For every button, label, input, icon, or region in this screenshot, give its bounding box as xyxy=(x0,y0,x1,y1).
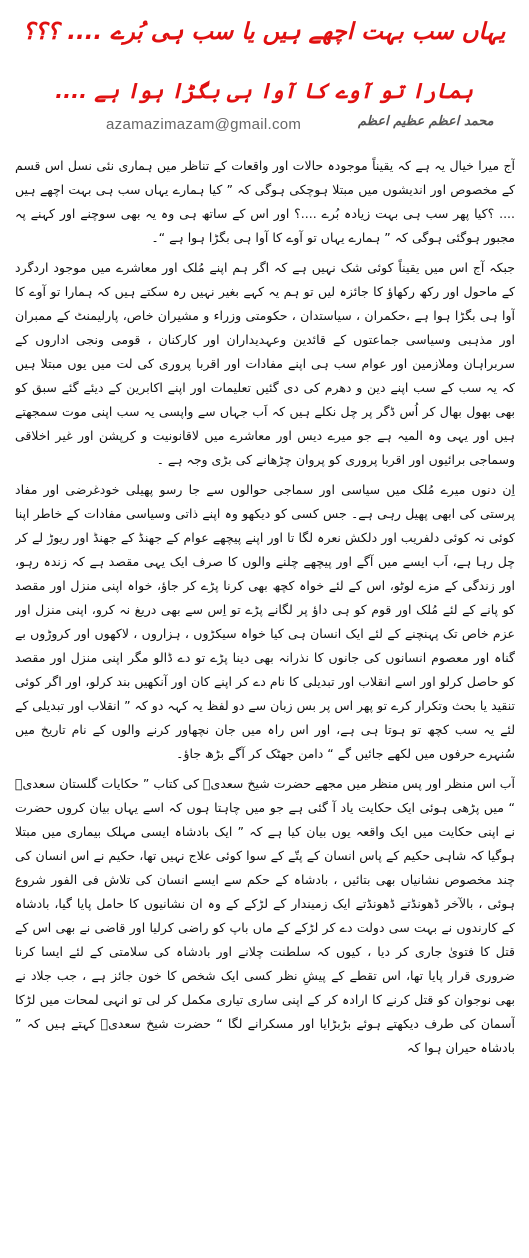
article-body xyxy=(15,154,515,1252)
paragraph: اِن دنوں میرے مُلک میں سیاسی اور سماجی حوالوں سے جا رسو پھیلی خودغرضی اور مفاد پرستی کی ابھی پھیل رہی ہے۔ جس کسی کو دیکھو وہ اپنے ذاتی وسیاسی مفادات کے خاطر اپنا کوئی نہ کوئی دلفریب اور دلکش نعرہ لگا تا اور اپنے پیچھے عوام کے جھنڈ کے جھنڈ اور ریوڑ لے کر چل رہا ہے، اَب ایسے میں آگے اور پیچھے چلنے والوں کا صرف ایک یہی مقصد ہے کہ زندہ رہو، اور زندگی کے مزے لوٹو، اس کے لئے خواہ کچھ بھی کرنا پڑے کر جاؤ، خواہ اپنی منزل اور مقصد کو پانے کے لئے مُلک اور قوم کو ہی داؤ پر لگانے پڑے تو اِس سے بھی دریغ نہ کرو، اپنی منزل اور عزم خاص تک پہنچنے کے لئے ایک انسان ہی کیا خواہ سیکڑوں ، ہزاروں ، لاکھوں اور کروڑوں بے گناہ اور معصوم انسانوں کی جانوں کا نذرانہ بھی دینا پڑے تو دے ڈالو مگر اپنی منزل اور مقصد کو حاصل کرلو اور اسے انقلاب اور تبدیلی کا نام دے کر اپنے کان اور آنکھیں بند کرلو، اور اگر کوئی تنقید یا بحث وتکرار کرے تو پھر اس پر بس زبان سے دو لفظ یہ کہہ دو کہ ” انقلاب اور تبدیلی کے لئے یہ سب کچھ تو ہوتا ہی ہے، اور اس راہ میں جان نچھاور کرنے والوں کے نام تاریخ میں سُنہرے حرفوں میں لکھے جائیں گے “ دامن جھٹک کر آگے بڑھ جاؤ۔ xyxy=(15,482,515,761)
article-subtitle: ہمارا تو آوے کا آوا ہی بگڑا ہوا ہے .... xyxy=(55,79,473,103)
article-title: یہاں سب بہت اچھے ہیں یا سب ہی بُرے .... ؟؟؟ xyxy=(22,19,506,45)
author-email[interactable]: azamazimazam@gmail.com xyxy=(106,116,302,133)
byline xyxy=(0,114,529,140)
author-name: محمد اعظم عظیم اعظم xyxy=(358,114,494,129)
paragraph: جبکہ آج اس میں یقیناً کوئی شک نہیں ہے کہ اگر ہم اپنے مُلک اور معاشرے میں موجود اردگرد کے ماحول اور رکھ رکھاؤ کا جائزہ لیں تو ہم یہ کہے بغیر نہیں رہ سکتے ہیں کہ ہمارا تو آوے کا آوا ہی بگڑا ہوا ہے ،حکمران ، سیاستدان ، حکومتی وزراء و مشیران خاص، پارلیمنٹ کے ممبران اور مذہبی وسیاسی جماعتوں کے قائدین وعہدیداران اور کارکنان ، قومی ونجی اداروں کے سربراہان وملازمین اور عوام سب ہی اپنے مفادات اور اقربا پروری کی لت میں یوں مبتلا ہیں کہ یہ سب کے سب اپنے دین و دھرم کی دی گئیں تعلیمات اور اپنے اکابرین کے دیئے گئے سبق کو بھی بھول بھال کر اُس ڈگر پر چل نکلے ہیں کہ اَب جہاں سے واپسی یہ سب اپنی موت سمجھتے ہیں اور یہی وہ المیہ ہے جو میرے دیس اور معاشرے میں لاقانونیت و کرپشن اور غیر اخلاقی وسماجی برائیوں اور اقربا پروری کو پروان چڑھانے کی بڑی وجہ ہے ۔ xyxy=(15,260,515,467)
paragraph: آج میرا خیال یہ ہے کہ یقیناً موجودہ حالات اور واقعات کے تناظر میں ہماری نئی نسل اس قسم کے مخصوص اور اندیشوں میں مبتلا ہوچکی ہوگی کہ ” کیا ہمارے یہاں سب ہی بہت اچھے ہیں .... ؟کیا پھر سب ہی بہت زیادہ بُرے ....؟ اور اس کے ساتھ ہی وہ یہ بھی سوچنے اور کہنے پہ مجبور ہوگئی ہوگی کہ ” ہمارے یہاں تو آوے کا آوا ہی بگڑا ہوا ہے “۔ xyxy=(15,158,515,245)
paragraph: آب اس منظر اور پس منظر میں مجھے حضرت شیخ سعدیؒ کی کتاب ” حکایات گلستان سعدیؒ “ میں پڑھی ہوئی ایک حکایت یاد آ گئی ہے جو میں چاہتا ہوں کہ اسے یہاں بیان کروں حضرت نے اپنی حکایت میں ایک واقعہ یوں بیان کیا ہے کہ ” ایک بادشاہ ایسی مہلک بیماری میں مبتلا ہوگیا کہ شاہی حکیم کے پاس انسان کے پتّے کے سوا کوئی علاج نہیں تھا، حکیم نے اس انسان کی چند مخصوص نشانیاں بھی بتائیں ، بادشاہ کے حکم سے ایسے انسان کی تلاش فی الفور شروع ہوئی ، بالآخر ڈھونڈتے ڈھونڈتے ایک زمیندار کے لڑکے کے وہ ان نشانیوں کا حامل پایا گیا، بادشاہ کے کارندوں نے بہت سی دولت دے کر لڑکے کے ماں باپ کو راضی کرلیا اور قاضی نے بھی اس کے قتل کا فتویٰ جاری کر دیا ، کیوں کہ سلطنت چلانے اور بادشاہ کی سلامتی کے لئے ایسا کرنا ضروری قرار پایا تھا، اس تقطے کے پیشِ نظر کسی ایک شخص کا خون جائز ہے ، جب جلاد نے بھی نوجوان کو قتل کرنے کا ارادہ کر کے اپنی ساری تیاری مکمل کر لی تو انہی لمحات میں لڑکا آسمان کی طرف دیکھتے ہوئے بڑبڑایا اور مسکرانے لگا “ حضرت شیخ سعدیؒ کہتے ہیں کہ ” بادشاہ حیران ہوا کہ xyxy=(15,776,515,1055)
